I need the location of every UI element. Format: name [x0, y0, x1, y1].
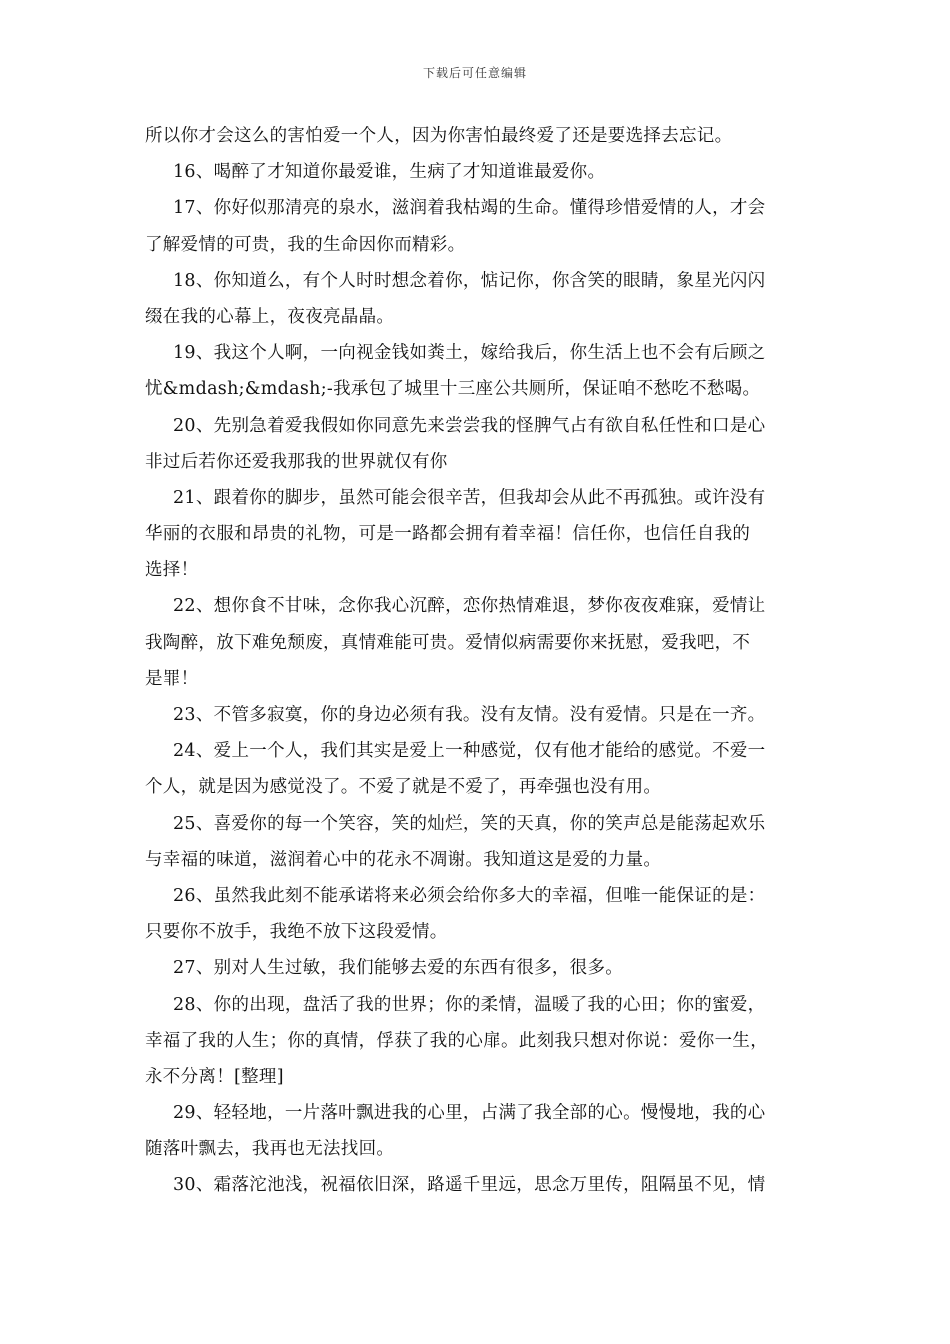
- text-line: 永不分离！[整理]: [145, 1066, 284, 1087]
- text-line: 27、别对人生过敏，我们能够去爱的东西有很多，很多。: [173, 958, 624, 979]
- text-line: 23、不管多寂寞，你的身边必须有我。没有友情。没有爱情。只是在一齐。: [173, 705, 766, 725]
- text-line: 16、喝醉了才知道你最爱谁，生病了才知道谁最爱你。: [173, 162, 606, 183]
- text-line: 非过后若你还爱我那我的世界就仅有你: [145, 451, 448, 472]
- text-line: 了解爱情的可贵，我的生命因你而精彩。: [145, 234, 466, 255]
- text-line: 21、跟着你的脚步，虽然可能会很辛苦，但我却会从此不再孤独。或许没有: [173, 487, 766, 508]
- text-line: 华丽的衣服和昂贵的礼物，可是一路都会拥有着幸福！信任你，也信任自我的: [145, 524, 751, 545]
- text-line: 28、你的出现，盘活了我的世界；你的柔情，温暖了我的心田；你的蜜爱，: [173, 994, 766, 1015]
- text-line: 幸福了我的人生；你的真情，俘获了我的心扉。此刻我只想对你说：爱你一生，: [145, 1030, 768, 1051]
- text-line: 29、轻轻地，一片落叶飘进我的心里，占满了我全部的心。慢慢地，我的心: [173, 1103, 766, 1124]
- text-line: 随落叶飘去，我再也无法找回。: [145, 1139, 395, 1160]
- text-line: 只要你不放手，我绝不放下这段爱情。: [145, 922, 448, 943]
- text-line: 22、想你食不甘味，念你我心沉醉，恋你热情难退，梦你夜夜难寐，爱情让: [173, 596, 766, 617]
- text-line: 19、我这个人啊，一向视金钱如粪土，嫁给我后，你生活上也不会有后顾之: [173, 343, 766, 364]
- text-line: 17、你好似那清亮的泉水，滋润着我枯竭的生命。懂得珍惜爱情的人，才会: [173, 198, 766, 219]
- document-body: [145, 118, 810, 1204]
- text-line: 24、爱上一个人，我们其实是爱上一种感觉，仅有他才能给的感觉。不爱一: [173, 741, 766, 762]
- text-line: 个人，就是因为感觉没了。不爱了就是不爱了，再牵强也没有用。: [145, 777, 662, 798]
- page-header: 下载后可任意编辑: [422, 66, 527, 80]
- text-line: 是罪！: [145, 668, 199, 689]
- text-line: 20、先别急着爱我假如你同意先来尝尝我的怪脾气占有欲自私任性和口是心: [173, 415, 766, 436]
- text-line: 忧&mdash;&mdash;-我承包了城里十三座公共厕所，保证咱不愁吃不愁喝。: [145, 379, 761, 400]
- text-line: 30、霜落沱池浅，祝福依旧深，路遥千里远，思念万里传，阻隔虽不见，情: [173, 1175, 766, 1196]
- text-line: 18、你知道么，有个人时时想念着你，惦记你，你含笑的眼睛，象星光闪闪: [173, 270, 766, 291]
- text-line: 26、虽然我此刻不能承诺将来必须会给你多大的幸福，但唯一能保证的是：: [173, 885, 766, 906]
- text-line: 25、喜爱你的每一个笑容，笑的灿烂，笑的天真，你的笑声总是能荡起欢乐: [173, 813, 766, 834]
- text-line: 我陶醉，放下难免颓废，真情难能可贵。爱情似病需要你来抚慰，爱我吧，不: [145, 632, 751, 653]
- text-line: 缀在我的心幕上，夜夜亮晶晶。: [145, 306, 395, 327]
- text-line: 所以你才会这么的害怕爱一个人，因为你害怕最终爱了还是要选择去忘记。: [145, 126, 733, 146]
- text-line: 与幸福的味道，滋润着心中的花永不凋谢。我知道这是爱的力量。: [145, 849, 662, 870]
- text-line: 选择！: [145, 560, 199, 581]
